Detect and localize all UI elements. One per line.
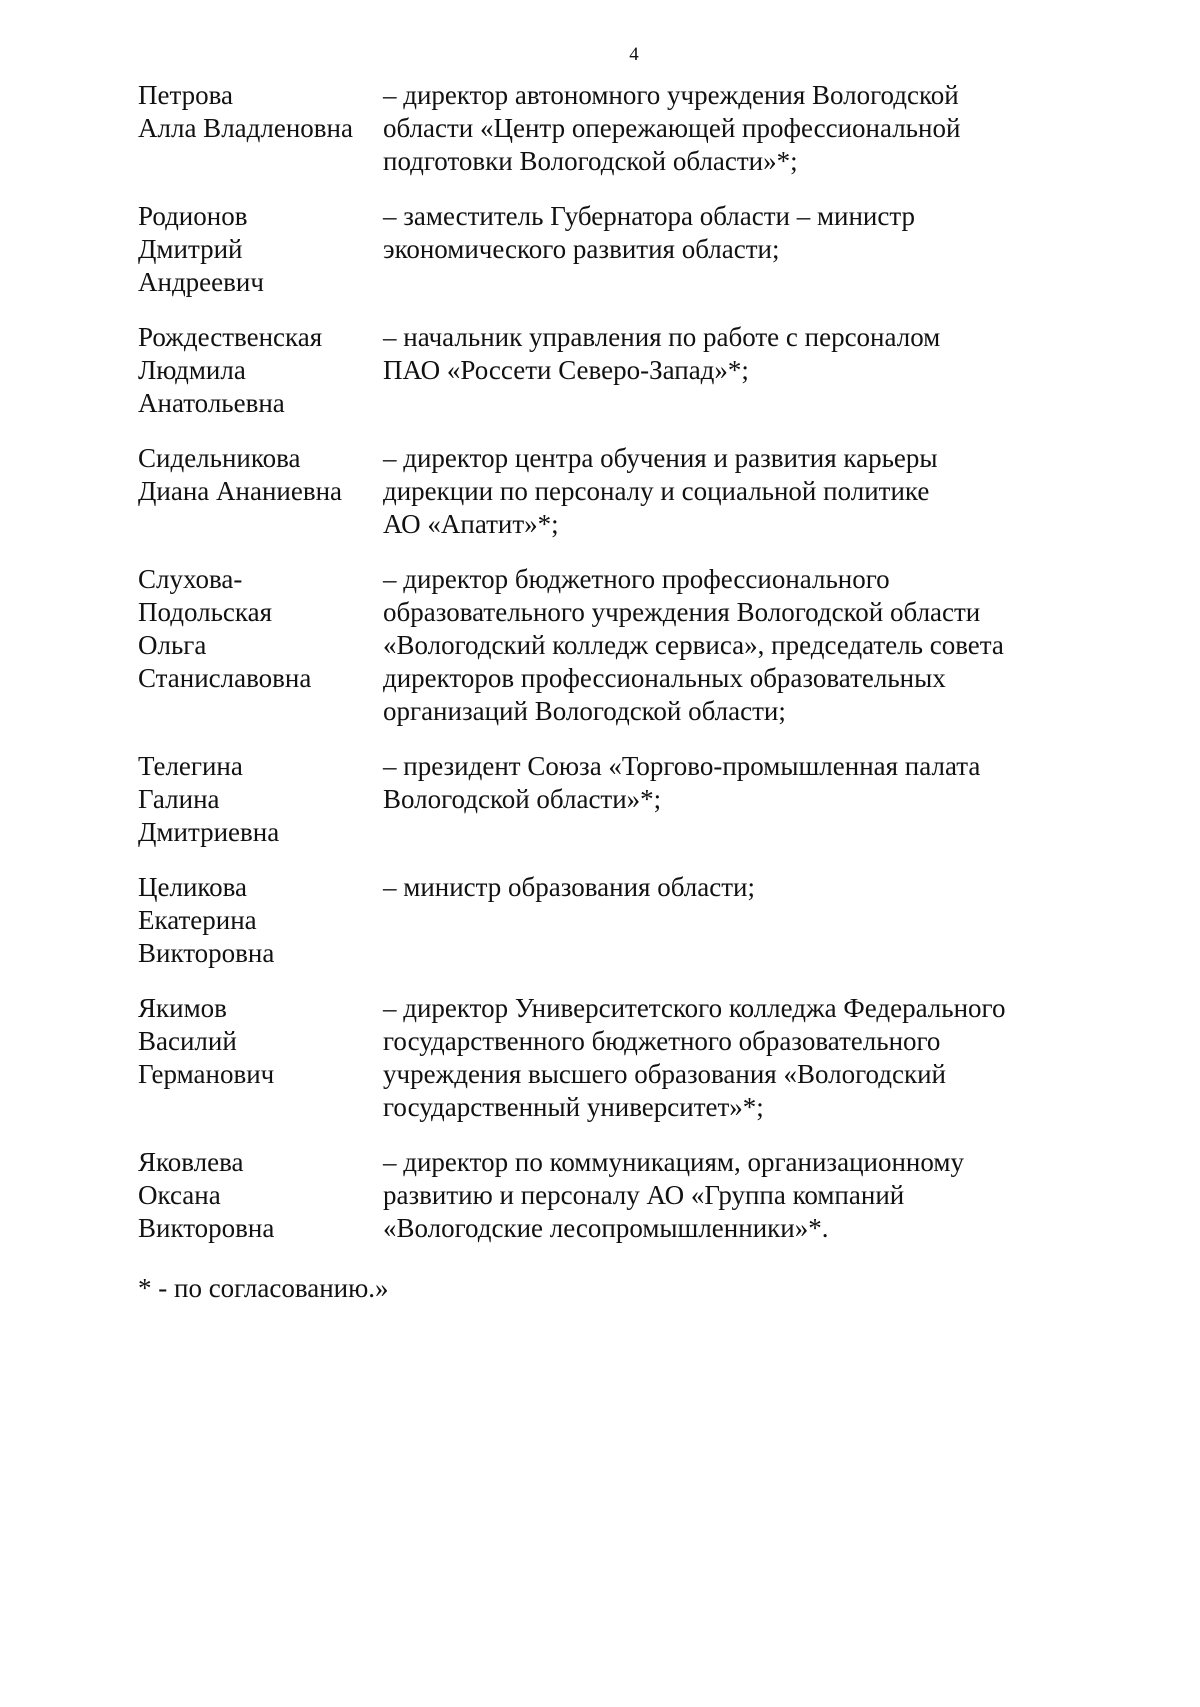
members-list: [138, 79, 1098, 1267]
member-position: – заместитель Губернатора области – министр экономического развития области;: [383, 201, 915, 264]
member-entry: [138, 79, 1098, 178]
member-entry: [138, 750, 1098, 849]
member-name: Сидельникова Диана Ананиевна: [138, 443, 343, 506]
member-name: Яковлева Оксана Викторовна: [138, 1147, 275, 1243]
member-name: Телегина Галина Дмитриевна: [138, 751, 280, 847]
member-name: Рождественская Людмила Анатольевна: [138, 322, 323, 418]
member-position: – директор по коммуникациям, организационному развитию и персоналу АО «Группа компаний «Вологодские лесопромышленники»*.: [383, 1147, 964, 1243]
member-entry: [138, 992, 1098, 1124]
footnote: * - по согласованию.»: [138, 1273, 389, 1303]
member-entry: [138, 871, 1098, 970]
member-entry: [138, 200, 1098, 299]
member-position: – директор автономного учреждения Вологодской области «Центр опережающей профессиональной подготовки Вологодской области»*;: [383, 80, 961, 176]
member-position: – директор Университетского колледжа Федерального государственного бюджетного образовательного учреждения высшего образования «Вологодский государственный университет»*;: [383, 993, 1006, 1122]
member-name: Целикова Екатерина Викторовна: [138, 872, 275, 968]
member-name: Петрова Алла Владленовна: [138, 80, 353, 143]
member-name: Родионов Дмитрий Андреевич: [138, 201, 264, 297]
member-entry: [138, 321, 1098, 420]
member-name: Слухова- Подольская Ольга Станиславовна: [138, 564, 312, 693]
page-number: 4: [629, 44, 639, 65]
member-position: – начальник управления по работе с персоналом ПАО «Россети Северо-Запад»*;: [383, 322, 941, 385]
member-entry: [138, 563, 1098, 728]
member-name: Якимов Василий Германович: [138, 993, 275, 1089]
member-position: – директор бюджетного профессионального образовательного учреждения Вологодской области «Вологодский колледж сервиса», председатель совета директоров профессиональных образовательных организаций Вологодской области;: [383, 564, 1004, 726]
member-entry: [138, 1146, 1098, 1245]
member-position: – министр образования области;: [383, 872, 755, 902]
member-position: – директор центра обучения и развития карьеры дирекции по персоналу и социальной политике АО «Апатит»*;: [383, 443, 938, 539]
member-entry: [138, 442, 1098, 541]
member-position: – президент Союза «Торгово-промышленная палата Вологодской области»*;: [383, 751, 981, 814]
